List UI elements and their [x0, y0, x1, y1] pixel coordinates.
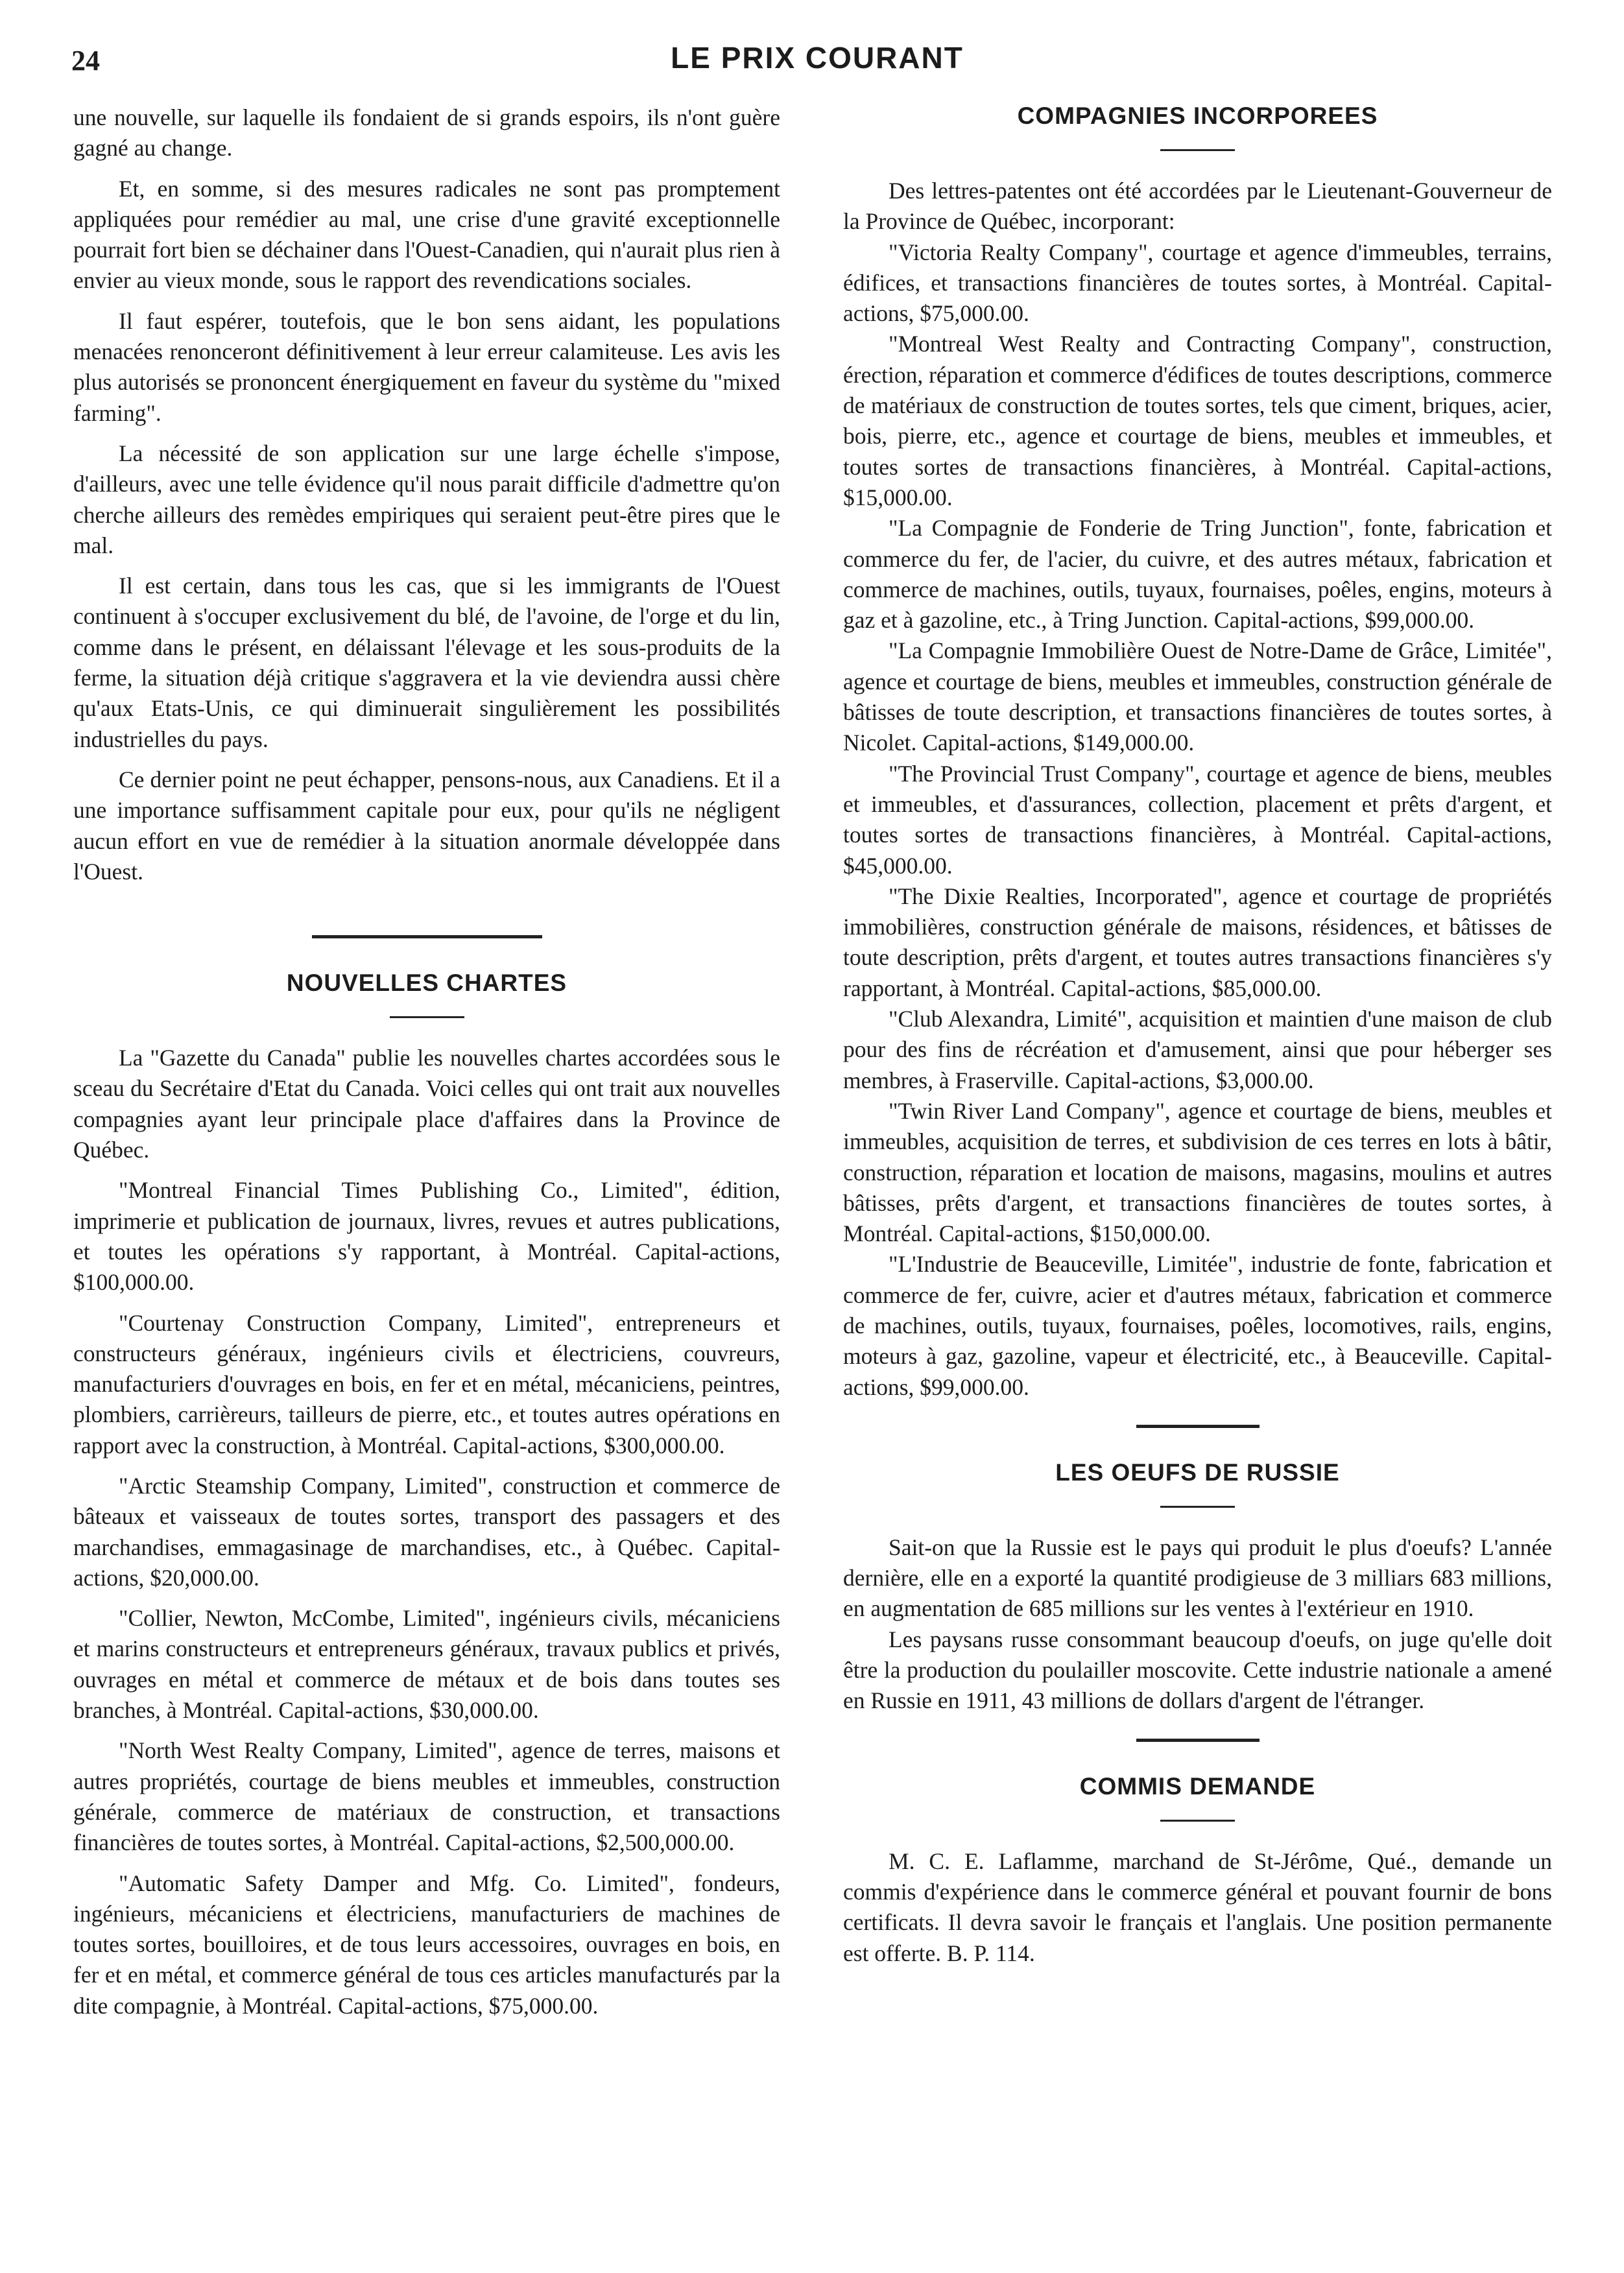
article-paragraph: Les paysans russe consommant beaucoup d'oeufs, on juge qu'elle doit être la production du poulailler moscovite. Cette industrie nationale a amené en Russie en 1911, 43 millions de dollars d'argent de l'étranger. [843, 1626, 1552, 1714]
commis-demande-section [843, 1773, 1552, 1969]
left-column [73, 102, 780, 2021]
page-number: 24 [71, 45, 100, 77]
section-divider [1136, 1739, 1260, 1742]
section-heading: LES OEUFS DE RUSSIE [1055, 1458, 1340, 1486]
section-heading: COMMIS DEMANDE [1079, 1772, 1316, 1800]
article-paragraph: M. C. E. Laflamme, marchand de St-Jérôme, Qué., demande un commis d'expérience dans le commerce général et pouvant fournir de bons certificats. Il devra savoir le français et l'anglais. Une position permanente est offerte. B. P. 114. [843, 1848, 1552, 1966]
compagnies-incorporees-section [843, 102, 1552, 1403]
article-paragraph: Ce dernier point ne peut échapper, pensons-nous, aux Canadiens. Et il a une importance suffisamment capitale pour eux, pour qu'ils ne négligent aucun effort en vue de remédier à la situation anormale développée dans l'Ouest. [73, 766, 780, 885]
heading-underline [1160, 1820, 1235, 1822]
charter-paragraph: "Collier, Newton, McCombe, Limited", ingénieurs civils, mécaniciens et marins constructeurs et entrepreneurs généraux, travaux publics et privés, ouvrages en métal et commerce de métaux et de bois dans toutes ses branches, à Montréal. Capital-actions, $30,000.00. [73, 1605, 780, 1724]
charter-paragraph: "Automatic Safety Damper and Mfg. Co. Limited", fondeurs, ingénieurs, mécaniciens et électriciens, manufacturiers de machines de toutes sortes, bouilloires, et de tous leurs accessoires, ouvrages en bois, en fer et en métal, et commerce général de tous ces articles manufacturés par la dite compagnie, à Montréal. Capital-actions, $75,000.00. [73, 1870, 780, 2019]
company-paragraph: "L'Industrie de Beauceville, Limitée", industrie de fonte, fabrication et commerce de fer, cuivre, acier et d'autres métaux, fabrication et commerce de machines, outils, tuyaux, fournaises, poêles, locomotives, rails, engins, moteurs à gaz, gazoline, vapeur et électricité, etc., à Beauceville. Capital-actions, $99,000.00. [843, 1251, 1552, 1400]
section-divider [312, 935, 542, 938]
article-paragraph: Et, en somme, si des mesures radicales ne sont pas promptement appliquées pour remédier au mal, une crise d'une gravité exceptionnelle pourrait fort bien se déchainer dans l'Ouest-Canadien, qui n'aurait plus rien à envier au vieux monde, sous le rapport des revendications sociales. [73, 175, 780, 294]
article-paragraph: Il est certain, dans tous les cas, que si les immigrants de l'Ouest continuent à s'occuper exclusivement du blé, de l'avoine, de l'orge et du lin, comme dans le présent, en délaissant l'élevage et les sous-produits de la ferme, la situation déjà critique s'aggravera et la vie deviendra aussi chère qu'aux Etats-Unis, ce qui diminuerait singulièrement les possibilités industrielles du pays. [73, 573, 780, 752]
nouvelles-chartes-section [73, 970, 780, 2021]
page-header [71, 40, 1563, 86]
charter-paragraph: La "Gazette du Canada" publie les nouvelles chartes accordées sous le sceau du Secrétaire d'Etat du Canada. Voici celles qui ont trait aux nouvelles compagnies ayant leur principale place d'affaires dans la Province de Québec. [73, 1045, 780, 1163]
article-paragraph: une nouvelle, sur laquelle ils fondaient de si grands espoirs, ils n'ont guère gagné au change. [73, 104, 780, 161]
section-heading: COMPAGNIES INCORPOREES [1017, 102, 1378, 129]
heading-underline [1160, 1506, 1235, 1508]
right-column [843, 102, 1552, 1969]
charter-paragraph: "North West Realty Company, Limited", agence de terres, maisons et autres propriétés, courtage de biens meubles et immeubles, construction générale, commerce de matériaux de construction, et transactions financières de toutes sortes, à Montréal. Capital-actions, $2,500,000.00. [73, 1737, 780, 1856]
company-paragraph: "Victoria Realty Company", courtage et agence d'immeubles, terrains, édifices, et transactions financières de toutes sortes, à Montréal. Capital-actions, $75,000.00. [843, 239, 1552, 327]
article-paragraph: Sait-on que la Russie est le pays qui produit le plus d'oeufs? L'année dernière, elle en a exporté la quantité prodigieuse de 3 milliars 683 millions, en augmentation de 685 millions sur les ventes à l'extérieur en 1910. [843, 1534, 1552, 1622]
intro-article [73, 102, 780, 887]
charter-paragraph: "Montreal Financial Times Publishing Co., Limited", édition, imprimerie et publication de journaux, livres, revues et autres publications, et toutes les opérations s'y rapportant, à Montréal. Capital-actions, $100,000.00. [73, 1177, 780, 1296]
company-paragraph: "La Compagnie Immobilière Ouest de Notre-Dame de Grâce, Limitée", agence et courtage de biens, meubles et immeubles, construction générale de bâtisses de toute description, et transactions financières de toutes sortes, à Nicolet. Capital-actions, $149,000.00. [843, 637, 1552, 756]
company-paragraph: "The Dixie Realties, Incorporated", agence et courtage de propriétés immobilières, construction générale de maisons, résidences, et bâtisses de toute description, prêts d'argent, et toutes autres transactions financières s'y rapportant, à Montréal. Capital-actions, $85,000.00. [843, 883, 1552, 1001]
company-paragraph: "Montreal West Realty and Contracting Company", construction, érection, réparation et commerce d'édifices de toutes descriptions, commerce de matériaux de construction de toutes sortes, tels que ciment, briques, acier, bois, pierre, etc., agence et courtage de biens, meubles et immeubles, et toutes sortes de transactions financières, à Montréal. Capital-actions, $15,000.00. [843, 331, 1552, 510]
company-paragraph: "Club Alexandra, Limité", acquisition et maintien d'une maison de club pour des fins de récréation et d'amusement, ainsi que pour héberger ses membres, à Fraserville. Capital-actions, $3,000.00. [843, 1006, 1552, 1093]
heading-underline [1160, 149, 1235, 151]
article-paragraph: La nécessité de son application sur une large échelle s'impose, d'ailleurs, avec une telle évidence qu'il nous parait difficile d'admettre qu'on cherche ailleurs des remèdes empiriques qui seraient peut-être pires que le mal. [73, 440, 780, 558]
charter-paragraph: "Courtenay Construction Company, Limited", entrepreneurs et constructeurs généraux, ingénieurs civils et électriciens, couvreurs, manufacturiers d'ouvrages en bois, en fer et en métal, mécaniciens, peintres, plombiers, carrièreurs, tailleurs de pierre, etc., et toutes autres opérations en rapport avec la construction, à Montréal. Capital-actions, $300,000.00. [73, 1309, 780, 1458]
section-heading: NOUVELLES CHARTES [286, 970, 567, 997]
running-title: LE PRIX COURANT [671, 41, 964, 75]
heading-underline [390, 1016, 464, 1018]
article-paragraph: Il faut espérer, toutefois, que le bon sens aidant, les populations menacées renonceront définitivement à leur erreur calamiteuse. Les avis les plus autorisés se prononcent énergiquement en faveur du système du "mixed farming". [73, 307, 780, 426]
company-paragraph: "The Provincial Trust Company", courtage et agence de biens, meubles et immeubles, et d'assurances, collection, placement et prêts d'argent, et toutes sortes de transactions financières, à Montréal. Capital-actions, $45,000.00. [843, 760, 1552, 879]
company-paragraph: Des lettres-patentes ont été accordées par le Lieutenant-Gouverneur de la Province de Québec, incorporant: [843, 178, 1552, 235]
oeufs-de-russie-section [843, 1459, 1552, 1717]
charter-paragraph: "Arctic Steamship Company, Limited", construction et commerce de bâteaux et vaisseaux de toutes sortes, transport des passagers et des marchandises, emmagasinage de marchandises, etc., à Québec. Capital-actions, $20,000.00. [73, 1472, 780, 1591]
company-paragraph: "Twin River Land Company", agence et courtage de biens, meubles et immeubles, acquisition de terres, et subdivision de ces terres en lots à bâtir, construction, réparation et location de maisons, magasins, moulins et autres bâtisses, prêts d'argent, et transactions financières de toutes sortes, à Montréal. Capital-actions, $150,000.00. [843, 1097, 1552, 1247]
section-divider [1136, 1425, 1260, 1428]
company-paragraph: "La Compagnie de Fonderie de Tring Junction", fonte, fabrication et commerce du fer, de l'acier, du cuivre, et des autres métaux, fabrication et commerce de machines, outils, tuyaux, fournaises, poêles, engins, moteurs à gaz et à gazoline, etc., à Tring Junction. Capital-actions, $99,000.00. [843, 515, 1552, 634]
